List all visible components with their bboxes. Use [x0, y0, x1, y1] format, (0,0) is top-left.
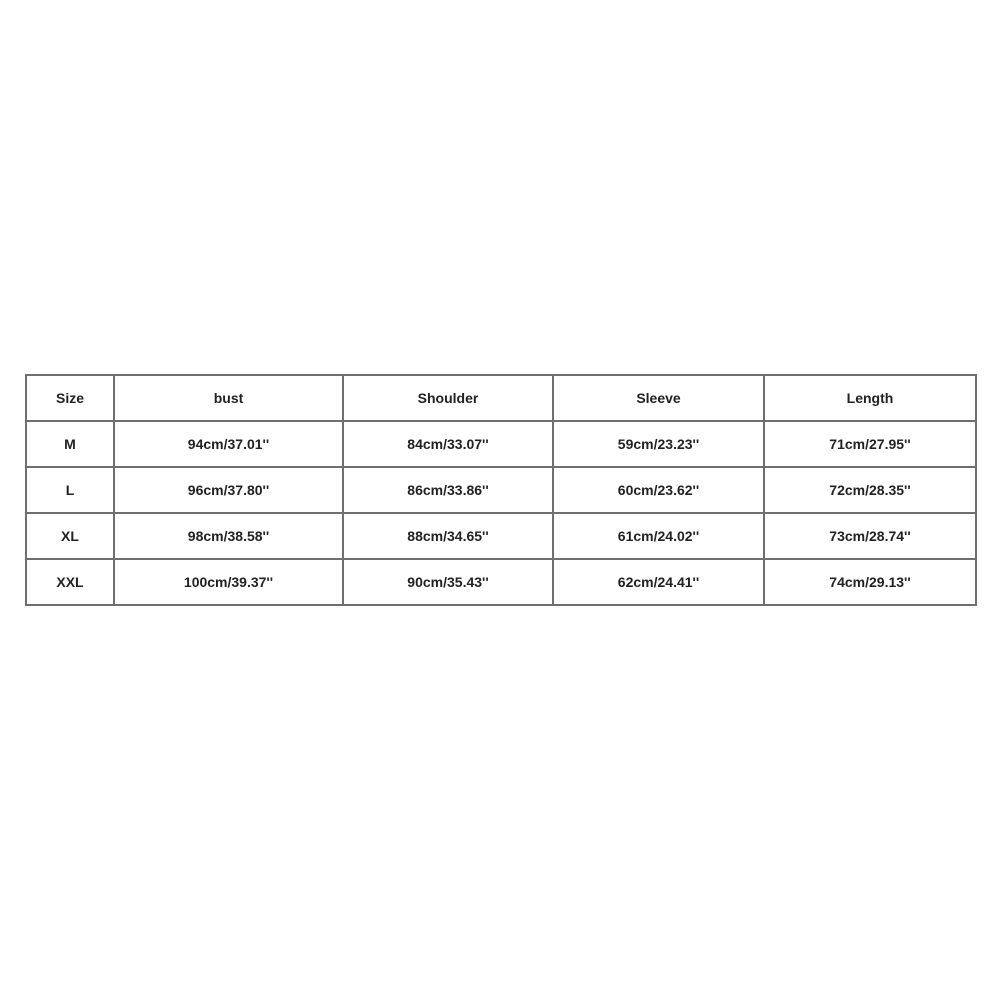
- table-row: [26, 559, 976, 605]
- cell-length: 73cm/28.74'': [764, 513, 976, 559]
- size-chart-table: [25, 374, 977, 606]
- cell-shoulder: 90cm/35.43'': [343, 559, 553, 605]
- cell-sleeve: 60cm/23.62'': [553, 467, 764, 513]
- cell-bust: 94cm/37.01'': [114, 421, 343, 467]
- cell-shoulder: 88cm/34.65'': [343, 513, 553, 559]
- table-row: [26, 513, 976, 559]
- cell-shoulder: 86cm/33.86'': [343, 467, 553, 513]
- cell-sleeve: 61cm/24.02'': [553, 513, 764, 559]
- cell-length: 74cm/29.13'': [829, 574, 911, 590]
- cell-bust: 98cm/38.58'': [114, 513, 343, 559]
- cell-sleeve: 62cm/24.41'': [553, 559, 764, 605]
- header-size: Size: [26, 375, 114, 421]
- cell-size: XXL: [26, 559, 114, 605]
- header-length: Length: [764, 375, 976, 421]
- table-row: [26, 421, 976, 467]
- table-row: [26, 467, 976, 513]
- cell-size: XL: [26, 513, 114, 559]
- cell-size: L: [26, 467, 114, 513]
- cell-bust: 96cm/37.80'': [114, 467, 343, 513]
- table-header-row: [26, 375, 976, 421]
- cell-length: 72cm/28.35'': [764, 467, 976, 513]
- header-shoulder: Shoulder: [343, 375, 553, 421]
- cell-shoulder: 84cm/33.07'': [343, 421, 553, 467]
- header-sleeve: Sleeve: [553, 375, 764, 421]
- cell-sleeve: 59cm/23.23'': [553, 421, 764, 467]
- cell-bust: 100cm/39.37'': [114, 559, 343, 605]
- cell-length: 71cm/27.95'': [764, 421, 976, 467]
- cell-size: M: [26, 421, 114, 467]
- header-bust: bust: [114, 375, 343, 421]
